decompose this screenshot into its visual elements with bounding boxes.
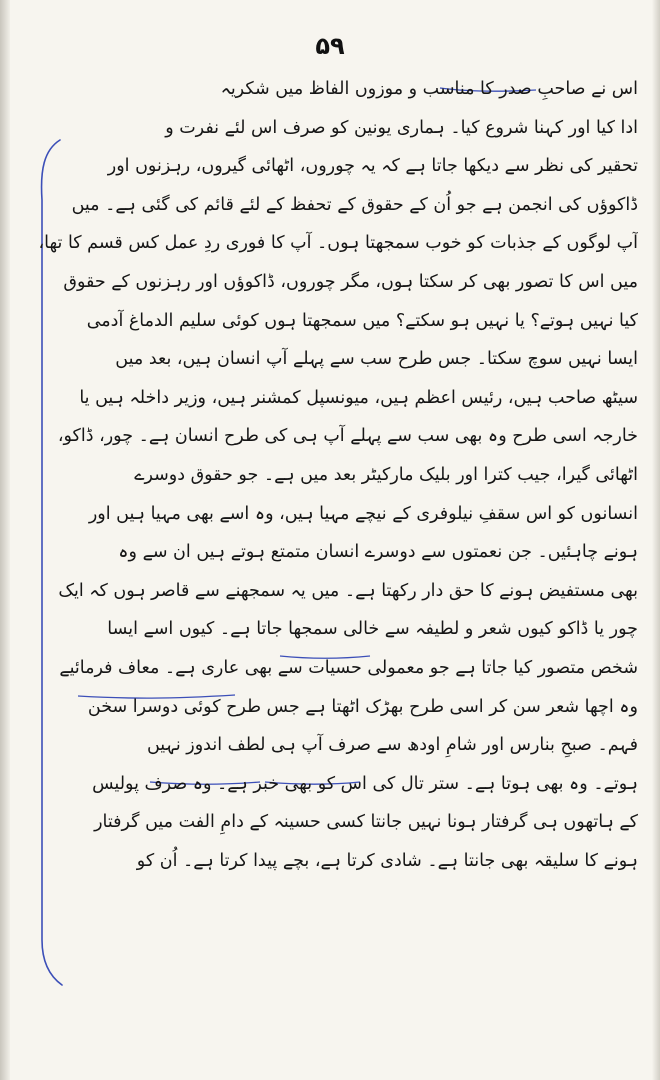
text-line: وہ اچھا شعر سن کر اسی طرح بھڑک اٹھتا ہے جس طرح کوئی دوسرا سخن xyxy=(87,696,638,717)
text-line: ہوتے۔ وہ بھی ہوتا ہے۔ ستر تال کی اس کو بھی خبر ہے۔ وہ صرف پولیس xyxy=(92,773,638,794)
text-line: میں اس کا تصور بھی کر سکتا ہوں، مگر چوروں، ڈاکوؤں اور رہزنوں کے حقوق xyxy=(63,271,638,292)
text-line: ادا کیا اور کہنا شروع کیا۔ ہماری یونین کو صرف اس لئے نفرت و xyxy=(165,117,638,138)
text-line: ہونے کا سلیقہ بھی جانتا ہے۔ شادی کرتا ہے، بچے پیدا کرتا ہے۔ اُن کو xyxy=(136,850,638,871)
text-line: کے ہاتھوں ہی گرفتار ہونا نہیں جانتا کسی حسینہ کے دامِ الفت میں گرفتار xyxy=(94,812,638,833)
text-line: اٹھائی گیرا، جیب کترا اور بلیک مارکیٹر بعد میں ہے۔ جو حقوق دوسرے xyxy=(134,464,638,485)
text-line: انسانوں کو اس سقفِ نیلوفری کے نیچے مہیا ہیں، وہ اسے بھی مہیا ہیں اور xyxy=(88,503,638,524)
text-line: ڈاکوؤں کی انجمن ہے جو اُن کے حقوق کے تحفظ کے لئے قائم کی گئی ہے۔ میں xyxy=(71,194,638,215)
text-line: ہونے چاہئیں۔ جن نعمتوں سے دوسرے انسان متمتع ہوتے ہیں ان سے وہ xyxy=(118,542,638,563)
text-line: خارجہ اسی طرح وہ بھی سب سے پہلے آپ ہی کی طرح انسان ہے۔ چور، ڈاکو، xyxy=(57,426,638,447)
text-line: تحقیر کی نظر سے دیکھا جاتا ہے کہ یہ چوروں، اٹھائی گیروں، رہزنوں اور xyxy=(107,156,638,177)
text-line: سیٹھ صاحب ہیں، رئیس اعظم ہیں، میونسپل کمشنر ہیں، وزیر داخلہ ہیں یا xyxy=(79,387,638,408)
text-line: چور یا ڈاکو کیوں شعر و لطیفہ سے خالی سمجھا جاتا ہے۔ کیوں اسے ایسا xyxy=(107,619,638,640)
urdu-text-body xyxy=(30,70,638,880)
text-line: بھی مستفیض ہونے کا حق دار رکھتا ہے۔ میں یہ سمجھنے سے قاصر ہوں کہ ایک xyxy=(58,580,638,601)
text-line: کیا نہیں ہوتے؟ یا نہیں ہو سکتے؟ میں سمجھتا ہوں کوئی سلیم الدماغ آدمی xyxy=(86,310,638,331)
text-line: ایسا نہیں سوچ سکتا۔ جس طرح سب سے پہلے آپ انسان ہیں، بعد میں xyxy=(115,349,638,370)
text-line: شخص متصور کیا جاتا ہے جو معمولی حسیات سے بھی عاری ہے۔ معاف فرمائیے xyxy=(59,657,638,678)
text-line: آپ لوگوں کے جذبات کو خوب سمجھتا ہوں۔ آپ کا فوری ردِ عمل کس قسم کا تھا، xyxy=(38,233,638,254)
page-binding-shadow xyxy=(0,0,10,1080)
page-number: ۵۹ xyxy=(315,32,345,60)
text-line: فہم۔ صبحِ بنارس اور شامِ اودھ سے صرف آپ ہی لطف اندوز نہیں xyxy=(146,735,638,756)
page-edge-shadow xyxy=(652,0,660,1080)
text-line: اس نے صاحبِ صدر کا مناسب و موزوں الفاظ میں شکریہ xyxy=(220,79,638,99)
